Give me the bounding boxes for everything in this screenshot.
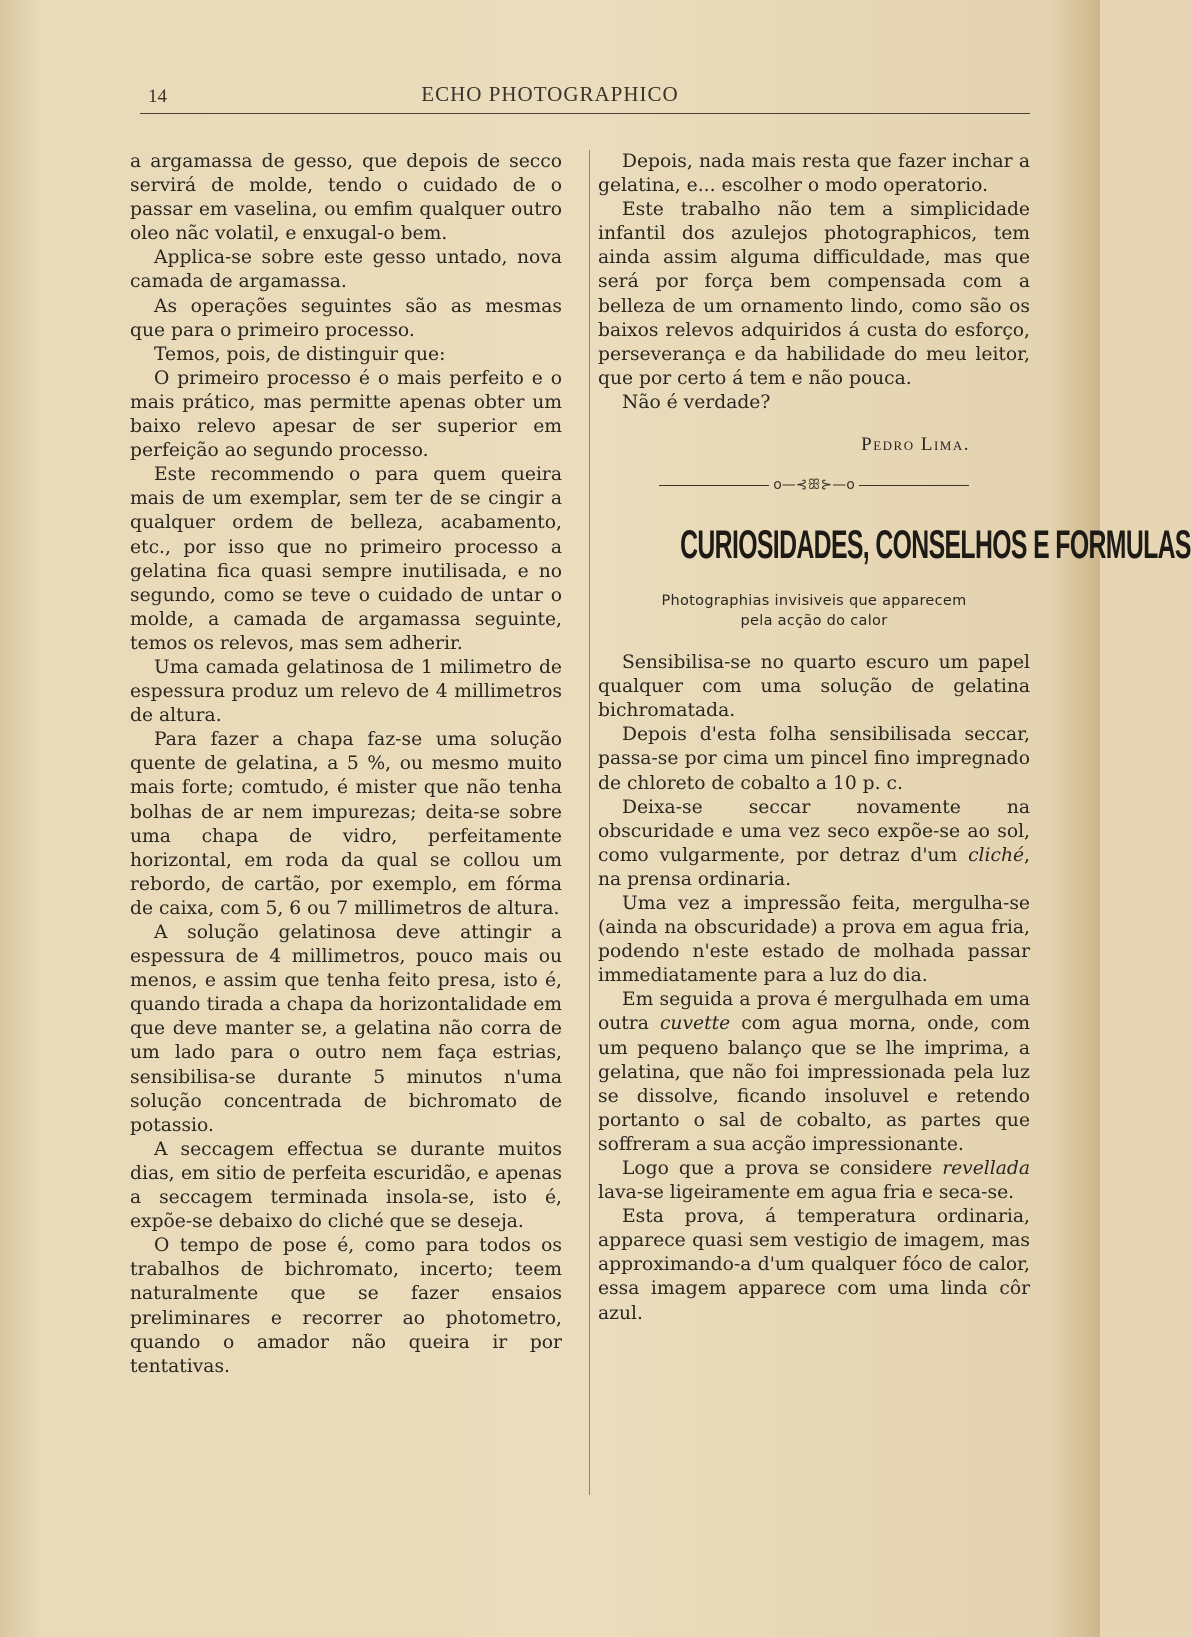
text-run: Em seguida a prova é mergulhada em uma outra [598,989,1030,1035]
paragraph [598,796,1030,892]
italic-term: cuvette [659,1013,731,1035]
header-rule [140,113,1030,114]
italic-term: revellada [942,1158,1030,1179]
paragraph: Depois d'esta folha sensibilisada seccar, passa-se por cima um pincel fino impregnado de chloreto de cobalto a 10 p. c. [598,724,1030,794]
ornament-icon: o—⊰ꕥ⊱—o [773,476,855,493]
paragraph: a argamassa de gesso, que depois de secco servirá de molde, tendo o cuidado de o passar em vaselina, ou emfim qualquer outro oleo nãc volatil, e enxugal-o bem. [130,151,562,245]
paragraph: Não é verdade? [622,391,771,413]
paragraph: Uma vez a impressão feita, mergulha-se (ainda na obscuridade) a prova em agua fria, podendo n'este estado de molhada passar immediatamente para a luz do dia. [598,892,1030,987]
author-signature: Pedro Lima. [861,434,970,456]
paragraph: O primeiro processo é o mais perfeito e o mais prático, mas permitte apenas obter um baixo relevo apesar de ser superior em perfeição ao segundo processo. [130,367,562,462]
paragraph: Sensibilisa-se no quarto escuro um papel qualquer com uma solução de gelatina bichromatada. [598,652,1030,722]
paragraph: Para fazer a chapa faz-se uma solução quente de gelatina, a 5 %, ou mesmo muito mais forte; comtudo, é mister que não tenha bolhas de ar nem impurezas; deita-se sobre uma chapa de vidro, perfeitamente horizontal, em roda da qual se collou um rebordo, de cartão, por exemplo, em fórma de caixa, com 5, 6 ou 7 millimetros de altura. [130,729,562,919]
paragraph: Temos, pois, de distinguir que: [154,343,446,365]
paragraph: Esta prova, á temperatura ordinaria, apparece quasi sem vestigio de imagem, mas approximando-a d'um qualquer fóco de calor, essa imagem apparece com uma linda côr azul. [598,1206,1030,1324]
ornament-divider [598,475,1030,495]
text-run: , na prensa ordinaria. [598,844,1030,890]
left-column [130,150,562,1379]
paragraph: Depois, nada mais resta que fazer inchar a gelatina, e... escolher o modo operatorio. [598,151,1030,197]
column-divider [589,150,590,1495]
paragraph: O tempo de pose é, como para todos os trabalhos de bichromato, incerto; teem naturalmente que se fazer ensaios preliminares e recorrer ao photometro, quando o amador não queira ir por tentativas. [130,1235,562,1377]
text-run: lava-se ligeiramente em agua fria e seca-se. [598,1182,1015,1204]
text-run: Logo que a prova se considere [622,1158,943,1179]
paragraph: As operações seguintes são as mesmas que para o primeiro processo. [130,295,562,341]
section-title: CURIOSIDADES, CONSELHOS E FORMULAS [680,523,1191,568]
text-run: com agua morna, onde, com um pequeno balanço que se lhe imprima, a gelatina, que não foi impressionada pela luz se dissolve, ficando insoluvel e retendo portanto o sal de cobalto, as partes que soffreram a sua acção impressionante. [598,1013,1030,1155]
ornament-line-left [659,485,769,486]
paragraph: Applica-se sobre este gesso untado, nova camada de argamassa. [130,247,562,293]
paragraph: Uma camada gelatinosa de 1 milimetro de espessura produz um relevo de 4 millimetros de altura. [130,656,562,727]
paragraph: A seccagem effectua se durante muitos dias, em sitio de perfeita escuridão, e apenas a seccagem terminada insola-se, isto é, expõe-se debaixo do cliché que se deseja. [130,1138,562,1233]
paragraph: Este trabalho não tem a simplicidade infantil dos azulejos photographicos, tem ainda assim alguma difficuldade, mas que será por força bem compensada com a belleza de um ornamento lindo, como são os baixos relevos adquiridos á custa do esforço, perseverança e da habilidade do meu leitor, que por certo á tem e não pouca. [598,199,1030,389]
page-number: 14 [148,86,167,107]
text-run: Deixa-se seccar novamente na obscuridade e uma vez seco expõe-se ao sol, como vulgarmente, por detraz d'um [598,796,1030,866]
subtitle-line: pela acção do calor [740,613,888,630]
paragraph: A solução gelatinosa deve attingir a espessura de 4 millimetros, pouco mais ou menos, e assim que tenha feito presa, isto é, quando tirada a chapa da horizontalidade em que deve manter se, a gelatina não corra de um lado para o outro nem faça estrias, sensibilisa-se durante 5 minutos n'uma solução concentrada de bichromato de potassio. [130,922,562,1136]
paragraph: Este recommendo o para quem queira mais de um exemplar, sem ter de se cingir a qualquer ordem de belleza, acabamento, etc., por isso que no primeiro processo a gelatina fica quasi sempre inutilisada, e no segundo, como se teve o cuidado de untar o molde, a camada de argamassa seguinte, temos os relevos, mas sem adherir. [130,464,562,654]
ornament-line-right [859,485,969,486]
paragraph [598,988,1030,1157]
article-subtitle [598,591,1030,631]
italic-term: cliché [968,844,1025,866]
subtitle-line: Photographias invisiveis que apparecem [661,593,967,610]
paragraph [598,1157,1030,1205]
right-column [598,150,1191,1326]
running-title: ECHO PHOTOGRAPHICO [421,82,679,106]
